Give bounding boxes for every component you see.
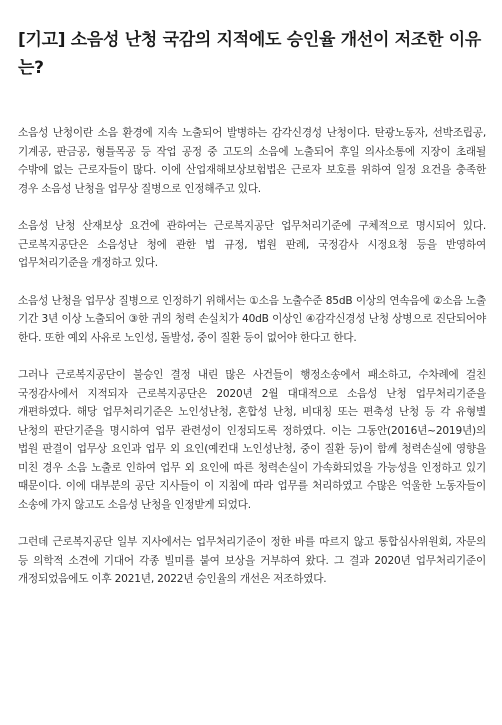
article-body xyxy=(18,124,486,589)
paragraph-4: 그러나 근로복지공단이 불승인 결정 내린 많은 사건들이 행정소송에서 패소하고, 수차례에 걸친 국정감사에서 지적되자 근로복지공단은 2020년 2월 대대적으로 소음성 난청 업무처리기준을 개편하였다. 해당 업무처리기준은 노인성난청, 혼합성 난청, 비대칭 또는 편축성 난청 등 각 유형별 난청의 판단기준을 명시하여 업무 관련성이 인정되도록 정하였다. 이는 그동안(2016년~2019년)의 법원 판결이 업무상 요인과 업무 외 요인(예컨대 노인성난청, 중이 질환 등)이 함께 청력손실에 영향을 미친 경우 소음 노출로 인하여 업무 외 요인에 따른 청력손실이 가속화되었을 가능성을 인정하고 있기 때문이다. 이에 대부분의 공단 지사들이 이 지침에 따라 업무를 처리하였고 수많은 억울한 노동자들이 소송에 가지 않고도 소음성 난청을 인정받게 되었다. xyxy=(18,369,486,511)
article-title: [기고] 소음성 난청 국감의 지적에도 승인율 개선이 저조한 이유는? xyxy=(18,30,481,78)
paragraph-1: 소음성 난청이란 소음 환경에 지속 노출되어 발병하는 감각신경성 난청이다. 탄광노동자, 선박조립공, 기계공, 판금공, 형틀목공 등 작업 공정 중 고도의 소음에 노출되어 후일 의사소통에 지장이 초래될 수밖에 없는 근로자들이 많다. 이에 산업재해보상보험법은 근로자 보호를 위하여 일정 요건을 충족한 경우 소음성 난청을 업무상 질병으로 인정해주고 있다. xyxy=(18,127,486,195)
paragraph-2: 소음성 난청 산재보상 요건에 관하여는 근로복지공단 업무처리기준에 구체적으로 명시되어 있다. 근로복지공단은 소음성난 청에 관한 법 규정, 법원 판례, 국정감사 시정요청 등을 반영하여 업무처리기준을 개정하고 있다. xyxy=(18,220,486,269)
paragraph-3: 소음성 난청을 업무상 질병으로 인정하기 위해서는 ①소음 노출수준 85dB 이상의 연속음에 ②소음 노출 기간 3년 이상 노출되어 ③한 귀의 청력 손실치가 40dB 이상인 ④감각신경성 난청 상병으로 진단되어야 한다. 또한 예외 사유로 노인성, 돌발성, 중이 질환 등이 없어야 한다고 한다. xyxy=(18,294,486,344)
paragraph-5: 그런데 근로복지공단 일부 지사에서는 업무처리기준이 정한 바를 따르지 않고 통합심사위원회, 자문의 등 의학적 소견에 기대어 각종 빌미를 붙여 보상을 거부하여 왔다. 그 결과 2020년 업무처리기준이 개정되었음에도 이후 2021년, 2022년 승인율의 개선은 저조하였다. xyxy=(18,536,486,585)
article xyxy=(18,26,486,608)
